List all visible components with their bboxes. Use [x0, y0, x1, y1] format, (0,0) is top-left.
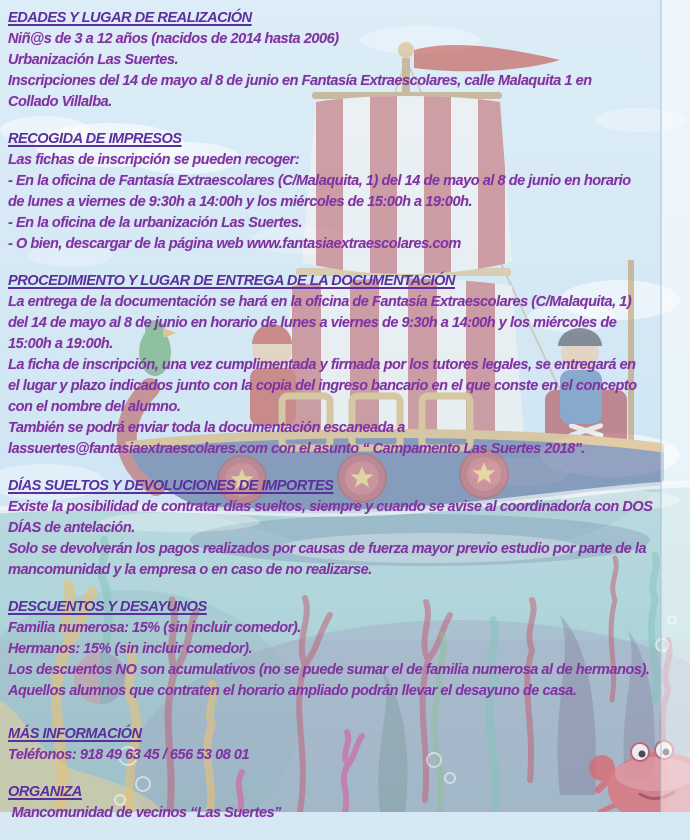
text-line: lassuertes@fantasiaextraescolares.com con el asunto “ Campamento Las Suertes 2018".	[8, 441, 585, 457]
section-edades	[8, 8, 688, 113]
text-line: La ficha de inscripción, una vez cumplimentada y firmada por los tutores legales, se entregará en	[8, 357, 636, 373]
section-heading: DESCUENTOS Y DESAYUNOS	[8, 599, 207, 615]
text-line: mancomunidad y la empresa o en caso de no realizarse.	[8, 562, 372, 578]
text-line: Familia numerosa: 15% (sin incluir comedor).	[8, 620, 301, 636]
text-line: Los descuentos NO son acumulativos (no se puede sumar el de familia numerosa al de hermanos).	[8, 662, 650, 678]
text-line: Hermanos: 15% (sin incluir comedor).	[8, 641, 253, 657]
section-heading: EDADES Y LUGAR DE REALIZACIÓN	[8, 10, 252, 26]
text-line: La entrega de la documentación se hará en la oficina de Fantasía Extraescolares (C/Malaquita, 1)	[8, 294, 632, 310]
section-heading: ORGANIZA	[8, 784, 82, 800]
text-line: También se podrá enviar toda la documentación escaneada a	[8, 420, 405, 436]
section-procedimiento	[8, 271, 688, 460]
text-line: de lunes a viernes de 9:30h a 14:00h y los miércoles de 15:00h a 19:00h.	[8, 194, 473, 210]
section-heading: MÁS INFORMACIÓN	[8, 726, 142, 742]
text-line: Existe la posibilidad de contratar días sueltos, siempre y cuando se avise al coordinador/a con DOS	[8, 499, 653, 515]
text-line: Aquellos alumnos que contraten el horario ampliado podrán llevar el desayuno de casa.	[8, 683, 577, 699]
text-line: Niñ@s de 3 a 12 años (nacidos de 2014 hasta 2006)	[8, 31, 339, 47]
section-mas-informacion	[8, 724, 688, 766]
text-line: - O bien, descargar de la página web www.fantasiaextraescolares.com	[8, 236, 461, 252]
section-recogida	[8, 129, 688, 255]
section-heading: DÍAS SUELTOS Y DEVOLUCIONES DE IMPORTES	[8, 478, 334, 494]
text-line: Mancomunidad de vecinos “Las Suertes”	[8, 805, 281, 821]
text-line: Teléfonos: 918 49 63 45 / 656 53 08 01	[8, 747, 250, 763]
section-organiza	[8, 782, 688, 824]
section-dias-sueltos	[8, 476, 688, 581]
text-line: - En la oficina de Fantasía Extraescolares (C/Malaquita, 1) del 14 de mayo al 8 de junio en horario	[8, 173, 631, 189]
text-line: del 14 de mayo al 8 de junio en horario de lunes a viernes de 9:30h a 14:00h y los miércoles de	[8, 315, 617, 331]
text-line: Las fichas de inscripción se pueden recoger:	[8, 152, 300, 168]
text-line: Inscripciones del 14 de mayo al 8 de junio en Fantasía Extraescolares, calle Malaquita 1 en	[8, 73, 592, 89]
text-line: - En la oficina de la urbanización Las Suertes.	[8, 215, 302, 231]
text-line: 15:00h a 19:00h.	[8, 336, 113, 352]
text-line: Solo se devolverán los pagos realizados por causas de fuerza mayor previo estudio por parte de la	[8, 541, 647, 557]
text-line: Urbanización Las Suertes.	[8, 52, 179, 68]
text-line: DÍAS de antelación.	[8, 520, 135, 536]
section-heading: PROCEDIMIENTO Y LUGAR DE ENTREGA DE LA DOCUMENTACIÓN	[8, 273, 455, 289]
text-line: con el nombre del alumno.	[8, 399, 181, 415]
section-descuentos	[8, 597, 688, 702]
section-heading: RECOGIDA DE IMPRESOS	[8, 131, 182, 147]
text-line: el lugar y plazo indicados junto con la copia del ingreso bancario en el que conste en el concepto	[8, 378, 637, 394]
text-line: Collado Villalba.	[8, 94, 112, 110]
